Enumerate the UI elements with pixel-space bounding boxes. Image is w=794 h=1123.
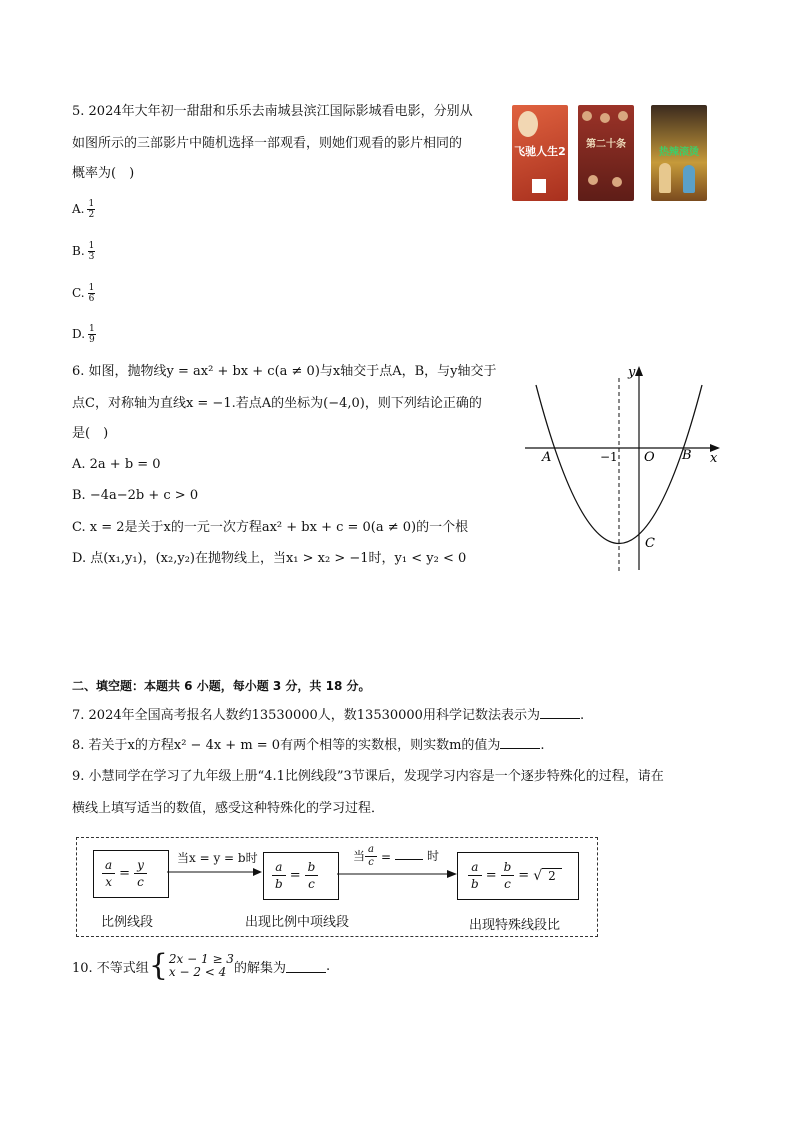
y-axis-arrow [635,366,643,376]
q9-line2: 横线上填写适当的数值，感受这种特殊化的学习过程． [72,801,385,816]
x-axis-label: x [710,451,718,466]
point-a-label: A [542,450,552,465]
q5-line1: 5. 2024年大年初一甜甜和乐乐去南城县滨江国际影城看电影，分别从 [72,104,473,119]
origin-label: O [644,450,655,465]
q5-line3: 概率为( ) [72,166,135,181]
arrow2-label: 当 $\frac{a}{c}$ = 时 [353,844,440,868]
y-axis-label: y [628,365,636,380]
q9-diagram [76,837,598,937]
q5-option-c[interactable]: C. $\frac{1}{6}$ [72,283,95,304]
answer-blank[interactable] [540,706,580,719]
q6-option-d[interactable]: D. 点(x₁,y₁)，(x₂,y₂)在抛物线上，当x₁ > x₂ > −1时，y₁ < y₂ < 0 [72,551,467,566]
q6-line3: 是( ) [72,426,109,441]
point-b-label: B [682,448,692,463]
q6-line1: 6. 如图，抛物线y = ax² + bx + c(a ≠ 0)与x轴交于点A，B，与y轴交于 [72,364,497,379]
q6-option-a[interactable]: A. 2a + b = 0 [72,457,161,472]
q5-option-b[interactable]: B. $\frac{1}{3}$ [72,241,95,262]
q7: 7. 2024年全国高考报名人数约13530000人，数13530000用科学记数法表示为 . [72,708,585,723]
fraction: $\frac{1}{3}$ [88,241,95,262]
section-title: 二、填空题：本题共 6 小题，每小题 3 分，共 18 分。 [72,679,371,693]
brace-icon: { [148,948,168,983]
q8: 8. 若关于x的方程x² − 4x + m = 0有两个相等的实数根，则实数m的值为 . [72,738,545,753]
label-proportion: 比例线段 [101,915,154,930]
parabola-graph [520,360,730,575]
label-mean-proportional: 出现比例中项线段 [245,915,350,930]
arrow-1 [167,866,263,878]
q9-line1: 9. 小慧同学在学习了九年级上册“4.1比例线段”3节课后，发现学习内容是一个逐步特殊化的过程，请在 [72,769,664,784]
tick-label: −1 [600,450,618,464]
fraction: $\frac{1}{2}$ [88,199,95,220]
q6-line2: 点C，对称轴为直线x = −1.若点A的坐标为(−4,0)，则下列结论正确的 [72,396,482,411]
q10: 10. 不等式组{ 2x − 1 ≥ 3 x − 2 < 4 的解集为 . [72,948,331,983]
movie-poster-2: 第二十条 [578,105,634,201]
fraction: $\frac{1}{9}$ [89,324,95,345]
proportion-box-2: $\frac{a}{b}$ = $\frac{b}{c}$ [263,852,339,900]
q5-option-d[interactable]: D. $\frac{1}{9}$ [72,324,95,345]
arrow1-label: 当x = y = b时 [177,851,258,865]
arrow-2 [337,868,459,880]
fraction: $\frac{1}{6}$ [88,283,95,304]
sqrt-icon: √ [533,867,543,884]
answer-blank[interactable] [395,847,423,860]
q5-line2: 如图所示的三部影片中随机选择一部观看，则她们观看的影片相同的 [72,136,463,151]
movie-poster-3: 热辣滚烫 [651,105,707,201]
q6-option-c[interactable]: C. x = 2是关于x的一元一次方程ax² + bx + c = 0(a ≠ 0)的一个根 [72,520,469,535]
answer-blank[interactable] [500,736,540,749]
proportion-box-3: $\frac{a}{b}$ = $\frac{b}{c}$ = √ 2 [457,852,579,900]
answer-blank[interactable] [286,960,326,973]
q6-option-b[interactable]: B. −4a−2b + c > 0 [72,488,199,503]
movie-poster-1: 飞驰人生2 [512,105,568,201]
proportion-box-1: $\frac{a}{x}$ = $\frac{y}{c}$ [93,850,169,898]
point-c-label: C [645,536,655,551]
label-special-ratio: 出现特殊线段比 [469,918,561,933]
q5-option-a[interactable]: A. $\frac{1}{2}$ [72,199,95,220]
